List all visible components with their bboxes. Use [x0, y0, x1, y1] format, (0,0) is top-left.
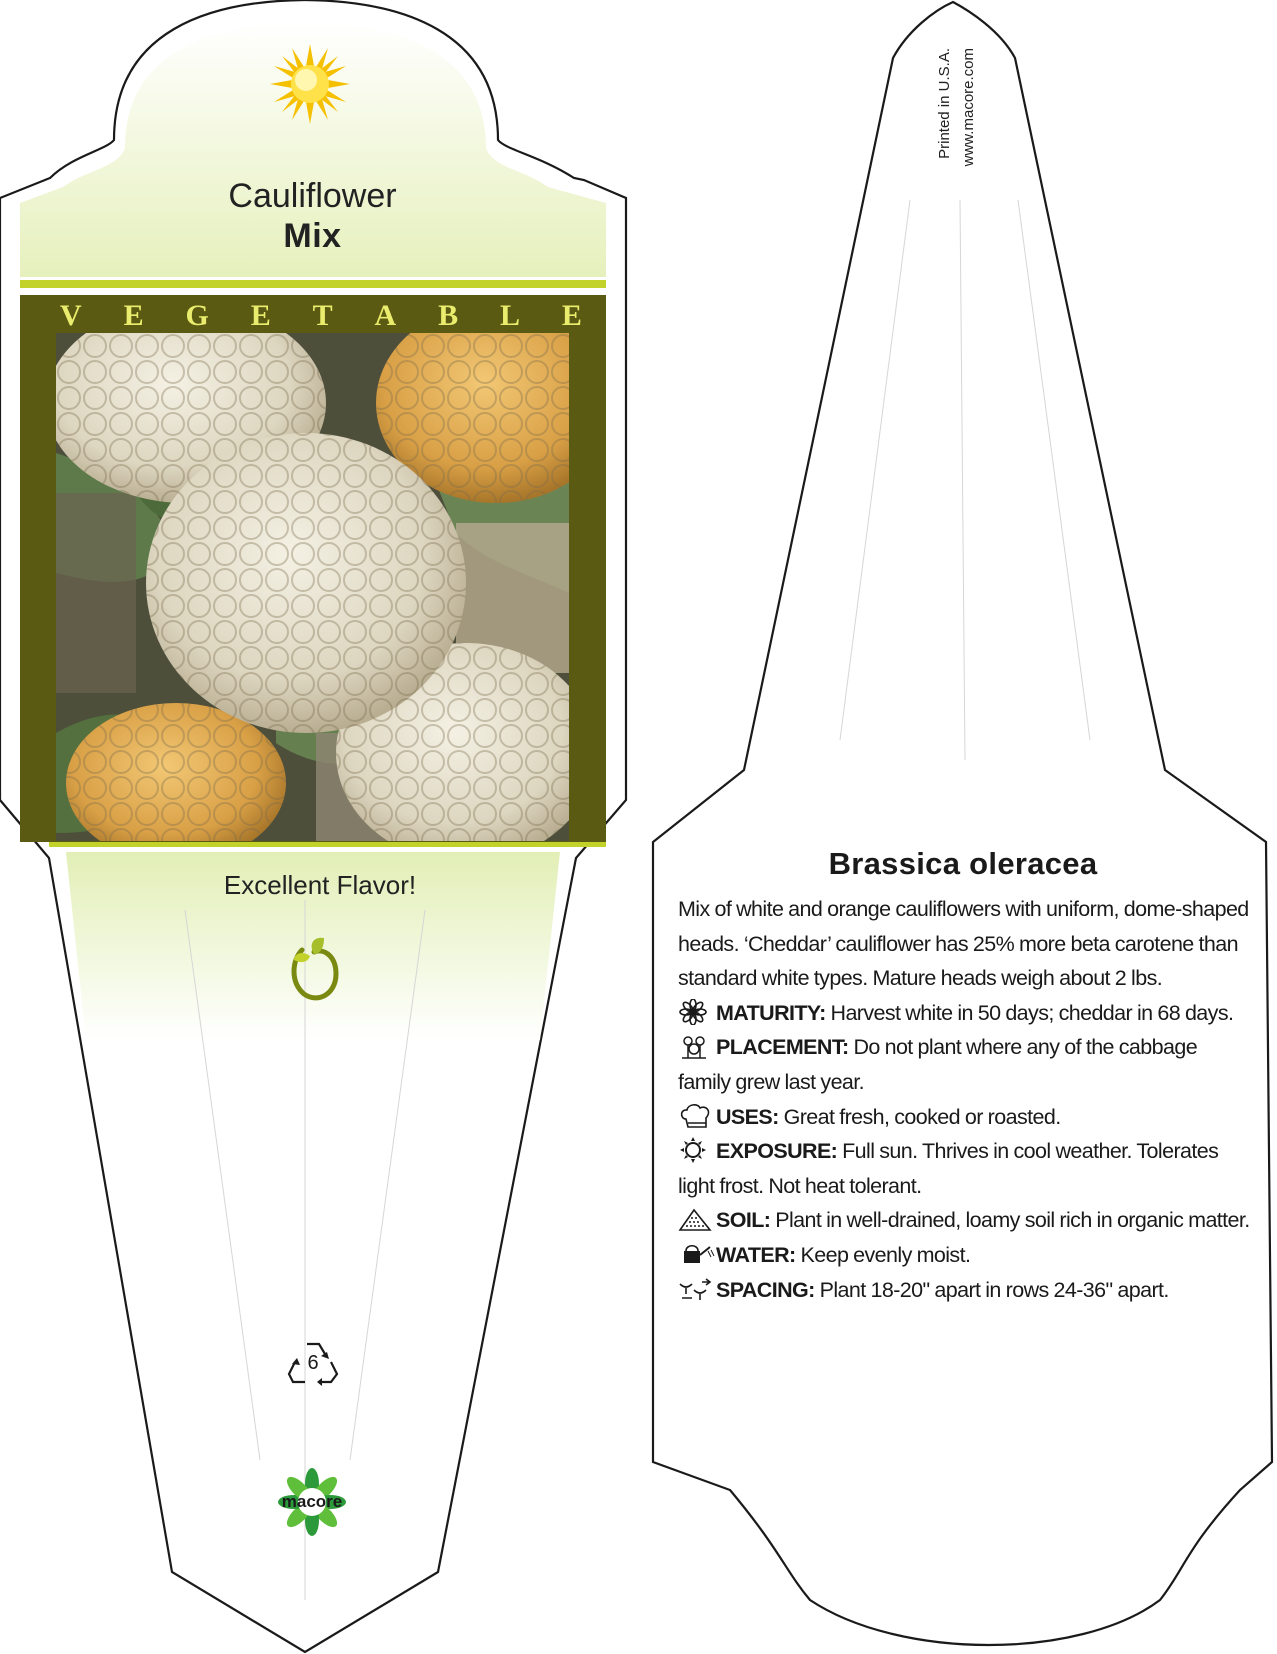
website: www.macore.com [960, 48, 977, 167]
care-label: SPACING: [716, 1277, 815, 1302]
flower-icon [678, 999, 716, 1025]
care-item-maturity [678, 996, 1254, 1031]
care-text: Plant 18-20" apart in rows 24-36" apart. [819, 1277, 1169, 1302]
product-variety: Mix [283, 217, 342, 255]
printed-in: Printed in U.S.A. [936, 48, 953, 159]
category-letter: A [374, 299, 397, 332]
placement-flowers-icon [678, 1033, 716, 1059]
category-letter: T [312, 299, 333, 332]
sun-icon [270, 44, 350, 124]
category-letter: B [438, 299, 459, 332]
recycle-code-badge [287, 1338, 339, 1386]
care-text: Keep evenly moist. [800, 1242, 971, 1267]
product-title [20, 176, 605, 256]
product-name: Cauliflower [228, 177, 397, 215]
care-item-soil [678, 1203, 1254, 1238]
description: Mix of white and orange cauliflowers with uniform, dome-shaped heads. ‘Cheddar’ cauliflower has 25% more beta carotene than standard white types. Mature heads weigh about 2 lbs. [678, 897, 1249, 991]
care-item-placement [678, 1030, 1254, 1099]
seedling-logo-icon [284, 934, 344, 1002]
brand-logo [272, 1468, 352, 1536]
care-label: MATURITY: [716, 1000, 826, 1025]
category-letter: V [60, 299, 82, 332]
care-item-exposure [678, 1134, 1254, 1203]
care-text: Great fresh, cooked or roasted. [783, 1104, 1061, 1129]
care-text: Plant in well-drained, loamy soil rich in organic matter. [775, 1208, 1250, 1233]
back-tag [653, 2, 1272, 1645]
watering-can-icon [678, 1241, 716, 1267]
category-letter: E [561, 299, 582, 332]
care-label: WATER: [716, 1242, 796, 1267]
care-text: Full sun. Thrives in cool weather. Tolerates light frost. Not heat tolerant. [678, 1139, 1219, 1198]
care-item-spacing [678, 1273, 1254, 1308]
tagline: Excellent Flavor! [223, 870, 417, 900]
care-item-water [678, 1238, 1254, 1273]
category-letter: E [250, 299, 271, 332]
category-band [20, 297, 606, 335]
cauliflower-photo [56, 333, 569, 841]
print-info [930, 48, 990, 218]
soil-icon [678, 1206, 716, 1232]
care-text: Do not plant where any of the cabbage family grew last year. [678, 1035, 1198, 1094]
care-item-uses [678, 1100, 1254, 1135]
care-label: USES: [716, 1104, 779, 1129]
care-instructions [678, 892, 1254, 1307]
sun-icon [678, 1137, 716, 1163]
chef-hat-icon [678, 1103, 716, 1129]
care-text: Harvest white in 50 days; cheddar in 68 days. [830, 1000, 1234, 1025]
care-label: PLACEMENT: [716, 1035, 849, 1060]
care-label: EXPOSURE: [716, 1139, 838, 1164]
category-letter: G [185, 299, 209, 332]
brand-name: macore [281, 1492, 343, 1511]
category-letter: L [499, 299, 520, 332]
care-label: SOIL: [716, 1208, 771, 1233]
spacing-seedlings-icon [678, 1276, 716, 1302]
botanical-name: Brassica oleracea [828, 846, 1098, 881]
category-letter: E [123, 299, 144, 332]
recycle-code: 6 [307, 1352, 319, 1374]
